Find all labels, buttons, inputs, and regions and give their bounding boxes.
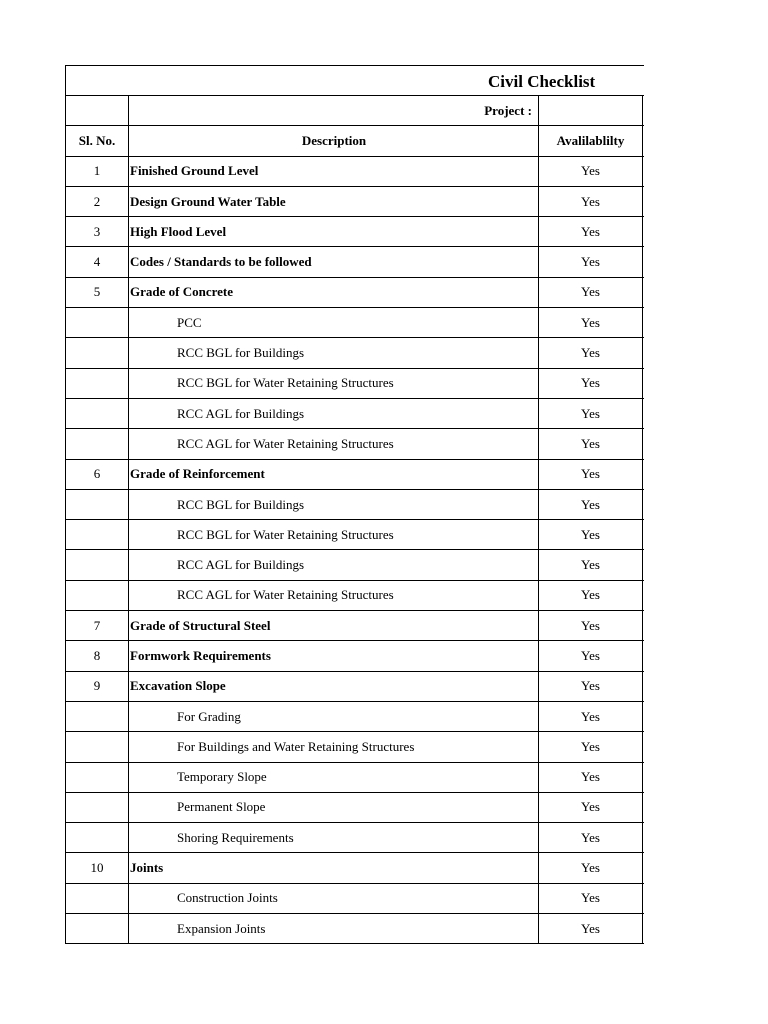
row-availability[interactable]: Yes xyxy=(539,702,643,731)
row-availability[interactable]: Yes xyxy=(539,520,643,549)
row-number xyxy=(66,550,129,579)
table-row xyxy=(66,429,644,459)
row-description: Grade of Concrete xyxy=(129,278,539,307)
row-description: Design Ground Water Table xyxy=(129,187,539,216)
row-description: RCC BGL for Buildings xyxy=(129,338,539,367)
table-row xyxy=(66,399,644,429)
table-row xyxy=(66,611,644,641)
row-number: 3 xyxy=(66,217,129,246)
row-availability[interactable]: Yes xyxy=(539,217,643,246)
table-row xyxy=(66,338,644,368)
row-number: 1 xyxy=(66,157,129,186)
row-description: RCC BGL for Water Retaining Structures xyxy=(129,369,539,398)
row-availability[interactable]: Yes xyxy=(539,884,643,913)
row-description: RCC BGL for Water Retaining Structures xyxy=(129,520,539,549)
table-row xyxy=(66,187,644,217)
table-row xyxy=(66,247,644,277)
table-row xyxy=(66,308,644,338)
row-availability[interactable]: Yes xyxy=(539,308,643,337)
row-number xyxy=(66,793,129,822)
row-availability[interactable]: Yes xyxy=(539,853,643,882)
row-availability[interactable]: Yes xyxy=(539,914,643,943)
row-description: Temporary Slope xyxy=(129,763,539,792)
table-row xyxy=(66,520,644,550)
row-availability[interactable]: Yes xyxy=(539,460,643,489)
title-row xyxy=(66,66,644,96)
row-number xyxy=(66,429,129,458)
project-row xyxy=(66,96,644,126)
table-row xyxy=(66,853,644,883)
row-number xyxy=(66,884,129,913)
row-number xyxy=(66,369,129,398)
table-row xyxy=(66,793,644,823)
table-row xyxy=(66,732,644,762)
row-description: RCC AGL for Buildings xyxy=(129,399,539,428)
row-number xyxy=(66,732,129,761)
row-availability[interactable]: Yes xyxy=(539,611,643,640)
row-number: 9 xyxy=(66,672,129,701)
row-description: RCC AGL for Buildings xyxy=(129,550,539,579)
row-number xyxy=(66,763,129,792)
row-availability[interactable]: Yes xyxy=(539,490,643,519)
table-row xyxy=(66,672,644,702)
row-number xyxy=(66,399,129,428)
table-row xyxy=(66,278,644,308)
row-description: PCC xyxy=(129,308,539,337)
row-description: For Buildings and Water Retaining Structures xyxy=(129,732,539,761)
row-number: 2 xyxy=(66,187,129,216)
row-description: Permanent Slope xyxy=(129,793,539,822)
row-description: Expansion Joints xyxy=(129,914,539,943)
row-number: 5 xyxy=(66,278,129,307)
header-sl-no: Sl. No. xyxy=(66,126,129,155)
table-row xyxy=(66,581,644,611)
table-row xyxy=(66,217,644,247)
row-number: 7 xyxy=(66,611,129,640)
table-row xyxy=(66,460,644,490)
table-row xyxy=(66,914,644,944)
row-description: For Grading xyxy=(129,702,539,731)
row-description: Finished Ground Level xyxy=(129,157,539,186)
checklist-table xyxy=(65,65,644,944)
row-description: Construction Joints xyxy=(129,884,539,913)
row-availability[interactable]: Yes xyxy=(539,672,643,701)
row-availability[interactable]: Yes xyxy=(539,581,643,610)
header-description: Description xyxy=(129,126,539,155)
row-availability[interactable]: Yes xyxy=(539,550,643,579)
row-number xyxy=(66,823,129,852)
table-row xyxy=(66,702,644,732)
row-description: RCC BGL for Buildings xyxy=(129,490,539,519)
row-availability[interactable]: Yes xyxy=(539,732,643,761)
table-row xyxy=(66,641,644,671)
row-description: RCC AGL for Water Retaining Structures xyxy=(129,429,539,458)
project-value-cell[interactable] xyxy=(539,96,643,125)
row-availability[interactable]: Yes xyxy=(539,793,643,822)
row-description: Codes / Standards to be followed xyxy=(129,247,539,276)
row-availability[interactable]: Yes xyxy=(539,369,643,398)
row-number: 10 xyxy=(66,853,129,882)
project-label: Project : xyxy=(129,96,539,125)
table-row xyxy=(66,763,644,793)
row-availability[interactable]: Yes xyxy=(539,187,643,216)
row-availability[interactable]: Yes xyxy=(539,823,643,852)
row-number xyxy=(66,914,129,943)
table-row xyxy=(66,490,644,520)
row-description: Formwork Requirements xyxy=(129,641,539,670)
row-availability[interactable]: Yes xyxy=(539,157,643,186)
row-availability[interactable]: Yes xyxy=(539,399,643,428)
row-number xyxy=(66,338,129,367)
header-row xyxy=(66,126,644,156)
row-availability[interactable]: Yes xyxy=(539,763,643,792)
table-row xyxy=(66,823,644,853)
row-number: 6 xyxy=(66,460,129,489)
row-number xyxy=(66,581,129,610)
table-row xyxy=(66,884,644,914)
row-availability[interactable]: Yes xyxy=(539,278,643,307)
header-availability: Avalilablilty xyxy=(539,126,643,155)
row-description: High Flood Level xyxy=(129,217,539,246)
project-blank-cell xyxy=(66,96,129,125)
row-description: Grade of Structural Steel xyxy=(129,611,539,640)
table-row xyxy=(66,157,644,187)
table-row xyxy=(66,550,644,580)
row-number: 8 xyxy=(66,641,129,670)
row-number xyxy=(66,702,129,731)
row-availability[interactable]: Yes xyxy=(539,338,643,367)
table-body xyxy=(66,157,644,945)
page-title: Civil Checklist xyxy=(488,72,596,91)
row-availability[interactable]: Yes xyxy=(539,429,643,458)
row-description: Grade of Reinforcement xyxy=(129,460,539,489)
row-description: Joints xyxy=(129,853,539,882)
row-description: Excavation Slope xyxy=(129,672,539,701)
row-number: 4 xyxy=(66,247,129,276)
table-row xyxy=(66,369,644,399)
row-description: RCC AGL for Water Retaining Structures xyxy=(129,581,539,610)
row-availability[interactable]: Yes xyxy=(539,247,643,276)
row-number xyxy=(66,520,129,549)
row-description: Shoring Requirements xyxy=(129,823,539,852)
row-number xyxy=(66,308,129,337)
row-availability[interactable]: Yes xyxy=(539,641,643,670)
row-number xyxy=(66,490,129,519)
